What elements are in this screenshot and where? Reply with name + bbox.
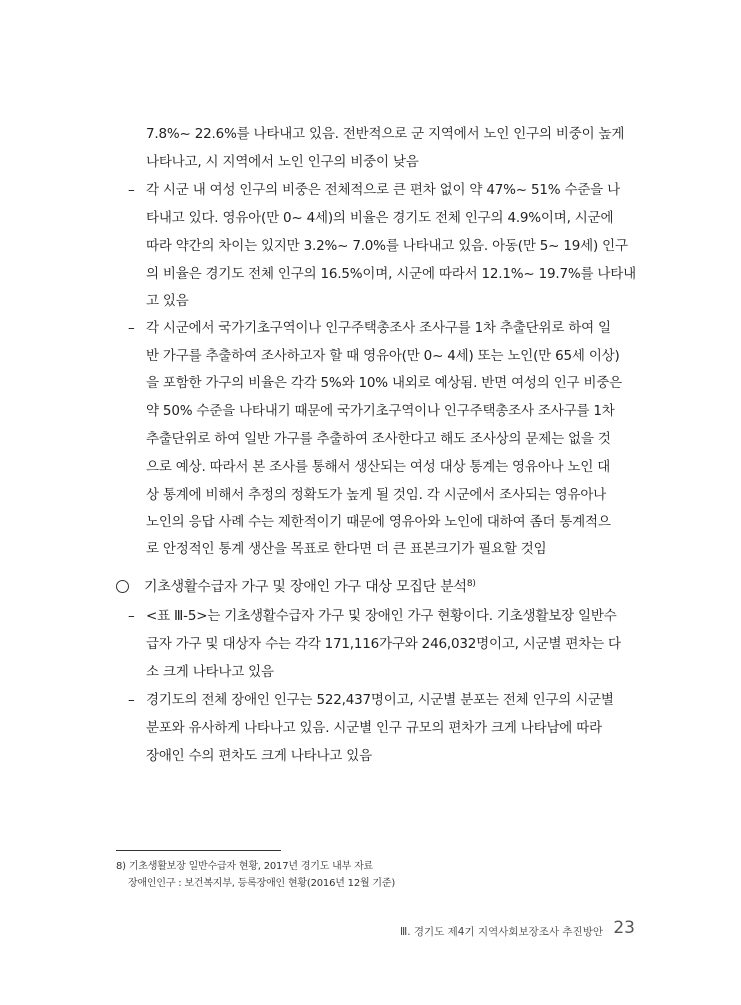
section-heading-text: 기초생활수급자 가구 및 장애인 가구 대상 모집단 분석 xyxy=(144,579,467,595)
body-line: 나타나고, 시 지역에서 노인 인구의 비중이 낮음 xyxy=(146,154,419,170)
dash-bullet: – xyxy=(128,320,135,336)
page-footer xyxy=(0,918,741,944)
body-line: 7.8%~ 22.6%를 나타내고 있음. 전반적으로 군 지역에서 노인 인구의 비중이 높게 xyxy=(146,126,625,142)
body-line: 상 통계에 비해서 추정의 정확도가 높게 될 것임. 각 시군에서 조사되는 영유아나 xyxy=(146,487,607,503)
body-line: 로 안정적인 통계 생산을 목표로 한다면 더 큰 표본크기가 필요할 것임 xyxy=(146,541,547,557)
body-line: 각 시군 내 여성 인구의 비중은 전체적으로 큰 편차 없이 약 47%~ 51% 수준을 나 xyxy=(146,182,620,198)
section-heading xyxy=(144,574,476,597)
chapter-title: Ⅲ. 경기도 제4기 지역사회보장조사 추진방안 xyxy=(399,926,603,938)
dash-bullet: – xyxy=(128,182,135,198)
dash-bullet: – xyxy=(128,692,135,708)
dash-bullet: – xyxy=(128,608,135,624)
body-line: 타내고 있다. 영유아(만 0~ 4세)의 비율은 경기도 전체 인구의 4.9%이며, 시군에 xyxy=(146,210,614,226)
body-line: 추출단위로 하여 일반 가구를 추출하여 조사한다고 해도 조사상의 문제는 없을 것 xyxy=(146,431,611,447)
circle-bullet-icon xyxy=(116,580,129,593)
body-line: 급자 가구 및 대상자 수는 각각 171,116가구와 246,032명이고, 시군별 편차는 다 xyxy=(146,636,621,652)
body-line: 을 포함한 가구의 비율은 각각 5%와 10% 내외로 예상됨. 반면 여성의 인구 비중은 xyxy=(146,375,622,391)
body-line: 경기도의 전체 장애인 인구는 522,437명이고, 시군별 분포는 전체 인구의 시군별 xyxy=(146,692,614,708)
footnote-line: 8) 기초생활보장 일반수급자 현황, 2017년 경기도 내부 자료 xyxy=(116,861,374,872)
body-line: 반 가구를 추출하여 조사하고자 할 때 영유아(만 0~ 4세) 또는 노인(만 65세 이상) xyxy=(146,348,620,364)
body-line: 노인의 응답 사례 수는 제한적이기 때문에 영유아와 노인에 대하여 좀더 통계적으 xyxy=(146,514,611,530)
body-line: 분포와 유사하게 나타나고 있음. 시군별 인구 규모의 편차가 크게 나타남에 따라 xyxy=(146,720,602,736)
body-line: 고 있음 xyxy=(146,293,189,309)
footnote-divider xyxy=(116,850,281,851)
footnote-ref: 8) xyxy=(466,579,476,589)
body-line: 약 50% 수준을 나타내기 때문에 국가기초구역이나 인구주택총조사 조사구를 1차 xyxy=(146,403,615,419)
body-line: <표 Ⅲ-5>는 기초생활수급자 가구 및 장애인 가구 현황이다. 기초생활보장 일반수 xyxy=(146,608,617,624)
body-line: 장애인 수의 편차도 크게 나타나고 있음 xyxy=(146,748,372,764)
body-line: 소 크게 나타나고 있음 xyxy=(146,664,274,680)
body-line: 각 시군에서 국가기초구역이나 인구주택총조사 조사구를 1차 추출단위로 하여 일 xyxy=(146,320,611,336)
body-line: 따라 약간의 차이는 있지만 3.2%~ 7.0%를 나타내고 있음. 아동(만 5~ 19세) 인구 xyxy=(146,238,628,254)
footnote-line: 장애인인구 : 보건복지부, 등록장애인 현황(2016년 12월 기준) xyxy=(128,878,396,889)
body-line: 의 비율은 경기도 전체 인구의 16.5%이며, 시군에 따라서 12.1%~ 19.7%를 나타내 xyxy=(146,266,636,282)
page-number: 23 xyxy=(613,918,635,938)
body-line: 으로 예상. 따라서 본 조사를 통해서 생산되는 여성 대상 통계는 영유아나 노인 대 xyxy=(146,459,611,475)
